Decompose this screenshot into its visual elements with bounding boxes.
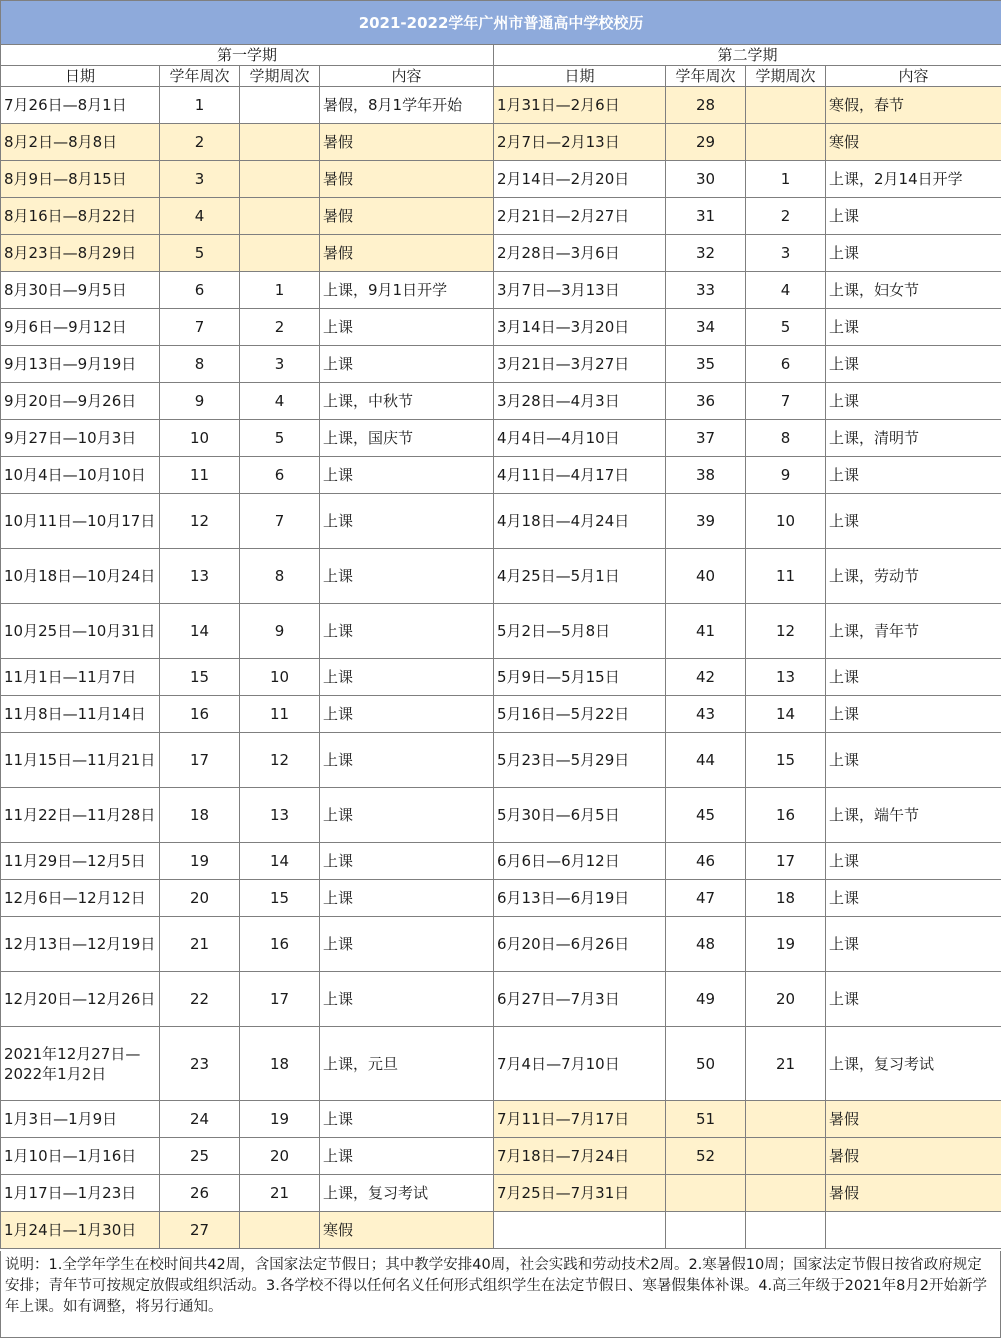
s2-col-term-week: 学期周次 [746, 66, 826, 87]
s1-date-cell: 2021年12月27日—2022年1月2日 [1, 1027, 160, 1101]
s1-term-week-cell: 21 [240, 1175, 320, 1212]
s2-year-week-cell: 36 [666, 383, 746, 420]
s1-date-cell: 8月2日—8月8日 [1, 124, 160, 161]
s2-content-cell: 上课 [826, 733, 1001, 788]
calendar-notes: 说明：1.全学年学生在校时间共42周，含国家法定节假日；其中教学安排40周，社会实践和劳动技术2周。2.寒暑假10周；国家法定节假日按省政府规定安排；青年节可按规定放假或组织活动。3.各学校不得以任何名义任何形式组织学生在法定节假日、寒暑假集体补课。4.高三年级于2021年8月2开始新学年上课。如有调整，将另行通知。 [5, 1257, 988, 1315]
s1-col-date: 日期 [1, 66, 160, 87]
s1-content-cell: 上课 [320, 659, 494, 696]
s1-content-cell: 上课 [320, 843, 494, 880]
s1-term-week-cell [240, 235, 320, 272]
s2-term-week-cell: 2 [746, 198, 826, 235]
table-row [1, 1138, 1001, 1175]
s1-term-week-cell [240, 1212, 320, 1249]
s1-year-week-cell: 23 [160, 1027, 240, 1101]
s1-year-week-cell: 12 [160, 494, 240, 549]
s1-year-week-cell: 20 [160, 880, 240, 917]
s2-term-week-cell: 3 [746, 235, 826, 272]
table-row [1, 549, 1001, 604]
s1-date-cell: 9月6日—9月12日 [1, 309, 160, 346]
s1-date-cell: 11月1日—11月7日 [1, 659, 160, 696]
table-row [1, 309, 1001, 346]
s1-date-cell: 11月8日—11月14日 [1, 696, 160, 733]
s2-date-cell: 2月14日—2月20日 [494, 161, 666, 198]
s1-content-cell: 暑假 [320, 198, 494, 235]
s1-content-cell: 上课，国庆节 [320, 420, 494, 457]
s2-content-cell: 上课，端午节 [826, 788, 1001, 843]
table-row [1, 788, 1001, 843]
s1-year-week-cell: 10 [160, 420, 240, 457]
s2-content-cell: 上课，2月14日开学 [826, 161, 1001, 198]
s1-date-cell: 11月29日—12月5日 [1, 843, 160, 880]
table-row [1, 917, 1001, 972]
s2-date-cell: 3月7日—3月13日 [494, 272, 666, 309]
s1-content-cell: 上课，中秋节 [320, 383, 494, 420]
s1-content-cell: 上课，复习考试 [320, 1175, 494, 1212]
s2-col-year-week: 学年周次 [666, 66, 746, 87]
s1-content-cell: 上课 [320, 917, 494, 972]
s2-content-cell: 上课，劳动节 [826, 549, 1001, 604]
s2-year-week-cell: 43 [666, 696, 746, 733]
s2-term-week-cell: 7 [746, 383, 826, 420]
s2-date-cell: 1月31日—2月6日 [494, 87, 666, 124]
s1-date-cell: 8月30日—9月5日 [1, 272, 160, 309]
s1-term-week-cell: 18 [240, 1027, 320, 1101]
s2-term-week-cell: 13 [746, 659, 826, 696]
table-row [1, 346, 1001, 383]
s2-term-week-cell: 15 [746, 733, 826, 788]
s1-date-cell: 9月27日—10月3日 [1, 420, 160, 457]
s2-date-cell: 7月18日—7月24日 [494, 1138, 666, 1175]
table-row [1, 457, 1001, 494]
s2-date-cell: 5月9日—5月15日 [494, 659, 666, 696]
s1-term-week-cell: 19 [240, 1101, 320, 1138]
s1-term-week-cell: 2 [240, 309, 320, 346]
s2-year-week-cell: 38 [666, 457, 746, 494]
table-row [1, 659, 1001, 696]
s2-year-week-cell: 35 [666, 346, 746, 383]
s1-date-cell: 8月23日—8月29日 [1, 235, 160, 272]
table-row [1, 420, 1001, 457]
s2-term-week-cell: 19 [746, 917, 826, 972]
s2-date-cell: 6月27日—7月3日 [494, 972, 666, 1027]
s1-term-week-cell: 8 [240, 549, 320, 604]
table-row [1, 1175, 1001, 1212]
s2-term-week-cell [746, 124, 826, 161]
s1-date-cell: 1月24日—1月30日 [1, 1212, 160, 1249]
s2-content-cell: 上课 [826, 972, 1001, 1027]
s1-content-cell: 暑假 [320, 161, 494, 198]
s1-year-week-cell: 13 [160, 549, 240, 604]
table-row [1, 383, 1001, 420]
s1-term-week-cell: 13 [240, 788, 320, 843]
s1-year-week-cell: 2 [160, 124, 240, 161]
s1-date-cell: 10月11日—10月17日 [1, 494, 160, 549]
table-row [1, 843, 1001, 880]
semester1-header: 第一学期 [1, 45, 494, 66]
s2-date-cell: 7月25日—7月31日 [494, 1175, 666, 1212]
s1-year-week-cell: 7 [160, 309, 240, 346]
s2-date-cell: 2月21日—2月27日 [494, 198, 666, 235]
table-row [1, 1027, 1001, 1101]
s2-year-week-cell: 48 [666, 917, 746, 972]
table-row [1, 696, 1001, 733]
s1-term-week-cell: 3 [240, 346, 320, 383]
s1-term-week-cell: 7 [240, 494, 320, 549]
s1-date-cell: 10月25日—10月31日 [1, 604, 160, 659]
s2-content-cell: 上课 [826, 843, 1001, 880]
s1-year-week-cell: 26 [160, 1175, 240, 1212]
s2-term-week-cell [746, 1212, 826, 1249]
s1-term-week-cell: 16 [240, 917, 320, 972]
s2-date-cell: 7月4日—7月10日 [494, 1027, 666, 1101]
s2-term-week-cell: 9 [746, 457, 826, 494]
s1-date-cell: 11月22日—11月28日 [1, 788, 160, 843]
s1-col-year-week: 学年周次 [160, 66, 240, 87]
s1-term-week-cell: 6 [240, 457, 320, 494]
s2-year-week-cell: 45 [666, 788, 746, 843]
s2-year-week-cell: 46 [666, 843, 746, 880]
s2-date-cell: 6月6日—6月12日 [494, 843, 666, 880]
s1-term-week-cell: 10 [240, 659, 320, 696]
s2-year-week-cell: 39 [666, 494, 746, 549]
s1-date-cell: 8月16日—8月22日 [1, 198, 160, 235]
s2-term-week-cell [746, 1138, 826, 1175]
table-row [1, 272, 1001, 309]
s1-year-week-cell: 8 [160, 346, 240, 383]
s1-term-week-cell: 4 [240, 383, 320, 420]
s2-year-week-cell: 31 [666, 198, 746, 235]
table-row [1, 494, 1001, 549]
table-row [1, 161, 1001, 198]
s1-col-content: 内容 [320, 66, 494, 87]
s2-year-week-cell: 29 [666, 124, 746, 161]
s1-content-cell: 上课 [320, 457, 494, 494]
s2-content-cell: 上课，清明节 [826, 420, 1001, 457]
table-row [1, 87, 1001, 124]
s2-content-cell: 上课，青年节 [826, 604, 1001, 659]
s2-year-week-cell: 41 [666, 604, 746, 659]
s2-term-week-cell: 12 [746, 604, 826, 659]
s1-date-cell: 9月20日—9月26日 [1, 383, 160, 420]
s2-year-week-cell: 51 [666, 1101, 746, 1138]
s2-content-cell: 上课 [826, 235, 1001, 272]
s1-year-week-cell: 27 [160, 1212, 240, 1249]
s2-date-cell: 4月4日—4月10日 [494, 420, 666, 457]
s2-term-week-cell [746, 1175, 826, 1212]
s1-year-week-cell: 19 [160, 843, 240, 880]
table-row [1, 124, 1001, 161]
s2-year-week-cell: 28 [666, 87, 746, 124]
s2-year-week-cell: 42 [666, 659, 746, 696]
s1-term-week-cell [240, 161, 320, 198]
s1-year-week-cell: 18 [160, 788, 240, 843]
s1-year-week-cell: 1 [160, 87, 240, 124]
table-row [1, 880, 1001, 917]
s1-term-week-cell [240, 198, 320, 235]
s2-content-cell: 上课 [826, 880, 1001, 917]
s2-term-week-cell: 16 [746, 788, 826, 843]
s1-content-cell: 上课，9月1日开学 [320, 272, 494, 309]
s2-date-cell: 6月13日—6月19日 [494, 880, 666, 917]
s1-date-cell: 10月4日—10月10日 [1, 457, 160, 494]
s2-content-cell: 暑假 [826, 1175, 1001, 1212]
s1-content-cell: 上课 [320, 604, 494, 659]
s1-content-cell: 暑假 [320, 235, 494, 272]
s2-date-cell: 5月2日—5月8日 [494, 604, 666, 659]
s2-term-week-cell: 11 [746, 549, 826, 604]
s1-term-week-cell: 20 [240, 1138, 320, 1175]
s2-date-cell: 6月20日—6月26日 [494, 917, 666, 972]
calendar-title: 2021-2022学年广州市普通高中学校校历 [1, 1, 1001, 45]
s2-year-week-cell: 34 [666, 309, 746, 346]
s2-term-week-cell: 18 [746, 880, 826, 917]
s1-date-cell: 1月10日—1月16日 [1, 1138, 160, 1175]
s2-term-week-cell: 14 [746, 696, 826, 733]
s1-year-week-cell: 22 [160, 972, 240, 1027]
s1-content-cell: 寒假 [320, 1212, 494, 1249]
s2-term-week-cell: 21 [746, 1027, 826, 1101]
s1-content-cell: 上课 [320, 733, 494, 788]
table-row [1, 198, 1001, 235]
s1-content-cell: 上课，元旦 [320, 1027, 494, 1101]
s1-year-week-cell: 6 [160, 272, 240, 309]
s1-col-term-week: 学期周次 [240, 66, 320, 87]
s1-date-cell: 1月17日—1月23日 [1, 1175, 160, 1212]
s2-term-week-cell: 17 [746, 843, 826, 880]
s1-date-cell: 11月15日—11月21日 [1, 733, 160, 788]
s1-year-week-cell: 16 [160, 696, 240, 733]
s2-content-cell: 上课 [826, 659, 1001, 696]
s2-content-cell: 上课 [826, 917, 1001, 972]
s2-term-week-cell: 5 [746, 309, 826, 346]
s1-year-week-cell: 17 [160, 733, 240, 788]
s2-col-date: 日期 [494, 66, 666, 87]
s2-term-week-cell: 1 [746, 161, 826, 198]
s2-content-cell: 暑假 [826, 1138, 1001, 1175]
s1-year-week-cell: 3 [160, 161, 240, 198]
s2-term-week-cell [746, 1101, 826, 1138]
s2-date-cell: 4月11日—4月17日 [494, 457, 666, 494]
s2-date-cell: 5月16日—5月22日 [494, 696, 666, 733]
s2-date-cell: 4月18日—4月24日 [494, 494, 666, 549]
s2-date-cell: 3月21日—3月27日 [494, 346, 666, 383]
s2-year-week-cell [666, 1175, 746, 1212]
table-row [1, 972, 1001, 1027]
s2-year-week-cell: 52 [666, 1138, 746, 1175]
s2-content-cell: 上课 [826, 696, 1001, 733]
s1-content-cell: 上课 [320, 1138, 494, 1175]
s1-date-cell: 12月13日—12月19日 [1, 917, 160, 972]
s1-term-week-cell: 15 [240, 880, 320, 917]
s2-year-week-cell: 37 [666, 420, 746, 457]
s2-term-week-cell: 8 [746, 420, 826, 457]
s1-year-week-cell: 5 [160, 235, 240, 272]
s1-content-cell: 暑假，8月1学年开始 [320, 87, 494, 124]
s2-term-week-cell [746, 87, 826, 124]
s1-content-cell: 上课 [320, 309, 494, 346]
semester2-header: 第二学期 [494, 45, 1001, 66]
s2-date-cell: 5月30日—6月5日 [494, 788, 666, 843]
s2-date-cell: 7月11日—7月17日 [494, 1101, 666, 1138]
s2-content-cell [826, 1212, 1001, 1249]
s2-content-cell: 上课，妇女节 [826, 272, 1001, 309]
s1-content-cell: 上课 [320, 494, 494, 549]
s2-year-week-cell: 33 [666, 272, 746, 309]
s2-year-week-cell: 49 [666, 972, 746, 1027]
s2-year-week-cell: 44 [666, 733, 746, 788]
table-row [1, 733, 1001, 788]
s1-content-cell: 上课 [320, 696, 494, 733]
s2-date-cell: 2月7日—2月13日 [494, 124, 666, 161]
s1-term-week-cell: 1 [240, 272, 320, 309]
s2-col-content: 内容 [826, 66, 1001, 87]
s1-term-week-cell: 17 [240, 972, 320, 1027]
s1-date-cell: 12月6日—12月12日 [1, 880, 160, 917]
s1-year-week-cell: 14 [160, 604, 240, 659]
s2-year-week-cell: 40 [666, 549, 746, 604]
s2-date-cell: 3月14日—3月20日 [494, 309, 666, 346]
s1-content-cell: 上课 [320, 788, 494, 843]
table-row [1, 604, 1001, 659]
s1-year-week-cell: 4 [160, 198, 240, 235]
s2-content-cell: 上课 [826, 383, 1001, 420]
s2-year-week-cell [666, 1212, 746, 1249]
table-row [1, 1101, 1001, 1138]
s2-year-week-cell: 32 [666, 235, 746, 272]
table-row [1, 235, 1001, 272]
table-row [1, 1212, 1001, 1249]
s2-date-cell: 5月23日—5月29日 [494, 733, 666, 788]
s2-term-week-cell: 20 [746, 972, 826, 1027]
s1-year-week-cell: 21 [160, 917, 240, 972]
s1-content-cell: 上课 [320, 880, 494, 917]
s1-content-cell: 上课 [320, 972, 494, 1027]
s1-year-week-cell: 9 [160, 383, 240, 420]
s1-date-cell: 7月26日—8月1日 [1, 87, 160, 124]
s2-content-cell: 寒假，春节 [826, 87, 1001, 124]
s1-date-cell: 12月20日—12月26日 [1, 972, 160, 1027]
s2-date-cell: 4月25日—5月1日 [494, 549, 666, 604]
s1-content-cell: 暑假 [320, 124, 494, 161]
s2-term-week-cell: 10 [746, 494, 826, 549]
s1-year-week-cell: 25 [160, 1138, 240, 1175]
s1-content-cell: 上课 [320, 346, 494, 383]
s2-content-cell: 上课 [826, 346, 1001, 383]
notes-box [0, 1251, 1001, 1338]
s1-year-week-cell: 24 [160, 1101, 240, 1138]
s1-term-week-cell: 12 [240, 733, 320, 788]
s1-year-week-cell: 11 [160, 457, 240, 494]
s2-date-cell: 2月28日—3月6日 [494, 235, 666, 272]
s1-date-cell: 8月9日—8月15日 [1, 161, 160, 198]
s2-date-cell [494, 1212, 666, 1249]
s2-content-cell: 寒假 [826, 124, 1001, 161]
s1-date-cell: 10月18日—10月24日 [1, 549, 160, 604]
s2-year-week-cell: 50 [666, 1027, 746, 1101]
s1-year-week-cell: 15 [160, 659, 240, 696]
s1-term-week-cell: 5 [240, 420, 320, 457]
s2-content-cell: 上课，复习考试 [826, 1027, 1001, 1101]
s2-content-cell: 暑假 [826, 1101, 1001, 1138]
s2-date-cell: 3月28日—4月3日 [494, 383, 666, 420]
s2-content-cell: 上课 [826, 309, 1001, 346]
s1-content-cell: 上课 [320, 549, 494, 604]
s1-content-cell: 上课 [320, 1101, 494, 1138]
s2-content-cell: 上课 [826, 494, 1001, 549]
s1-term-week-cell [240, 87, 320, 124]
s1-term-week-cell: 9 [240, 604, 320, 659]
s2-year-week-cell: 47 [666, 880, 746, 917]
s2-content-cell: 上课 [826, 457, 1001, 494]
s2-year-week-cell: 30 [666, 161, 746, 198]
s1-term-week-cell [240, 124, 320, 161]
s1-term-week-cell: 11 [240, 696, 320, 733]
s2-term-week-cell: 6 [746, 346, 826, 383]
s2-content-cell: 上课 [826, 198, 1001, 235]
s1-term-week-cell: 14 [240, 843, 320, 880]
s2-term-week-cell: 4 [746, 272, 826, 309]
s1-date-cell: 9月13日—9月19日 [1, 346, 160, 383]
s1-date-cell: 1月3日—1月9日 [1, 1101, 160, 1138]
